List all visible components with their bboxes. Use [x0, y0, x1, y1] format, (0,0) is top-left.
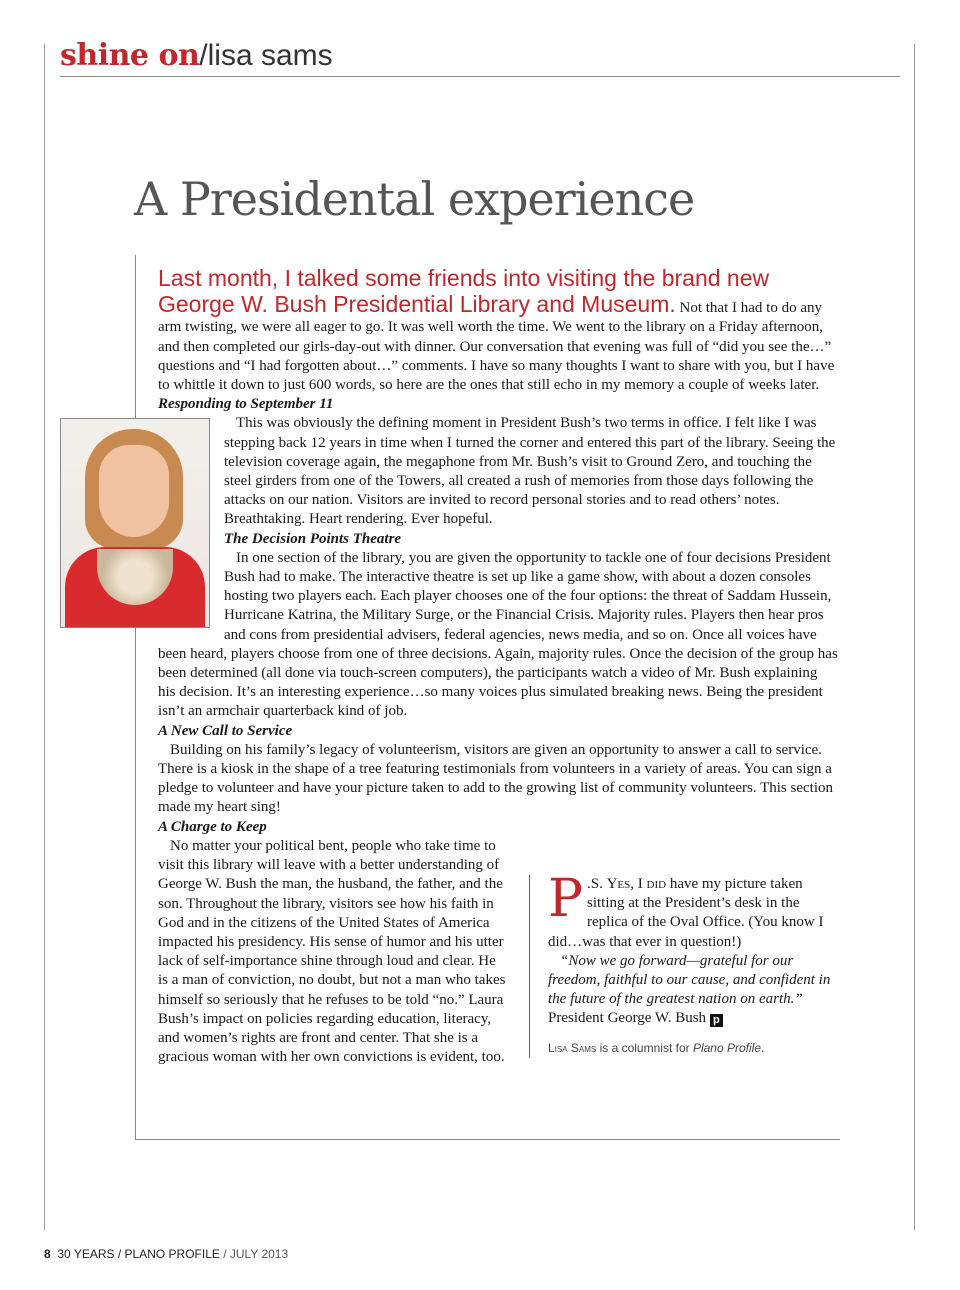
section-text: This was obviously the defining moment in President Bush’s two terms in office. I felt like I was stepping back 12 years in time when I turned the corner and entered this part of the library. Seeing the television coverage again, the megaphone from Mr. Bush’s visit to Ground Zero, and touching the steel girders from one of the Towers, all created a rush of memories from those days following the attacks on our nation. Visitors are invited to record personal stories and to read others’ notes. Breathtaking. Heart rendering. Ever hopeful.	[224, 415, 836, 528]
page-footer	[44, 1247, 288, 1261]
quote-attribution	[548, 1009, 838, 1028]
section-text: No matter your political bent, people who take time to visit this library will leave with a better understanding of George W. Bush the man, the husband, the father, and the son. Throughout the library, visitors see how his faith in God and in the citizens of the United States of America impacted his presidency. His sense of humor and his utter lack of self-importance shine through loud and clear. He is a man of conviction, no doubt, but not a man who takes himself so seriously that he refuses to be told “no.” Laura Bush’s impact on policies regarding education, literacy, and women’s rights are front and center. That she is a gracious woman with her own convictions is evident, too.	[158, 837, 506, 1066]
article-body	[158, 266, 838, 1067]
bio-publication: Plano Profile	[692, 1040, 761, 1055]
page-number: 8	[44, 1247, 51, 1261]
masthead-rule	[60, 76, 900, 77]
masthead-author: lisa sams	[207, 39, 333, 72]
footer-title: 30 YEARS / PLANO PROFILE	[57, 1247, 220, 1261]
section-name: shine on	[60, 38, 200, 73]
masthead	[60, 38, 900, 78]
end-mark-icon: p	[710, 1014, 723, 1027]
section-heading: A Charge to Keep	[158, 818, 267, 835]
postscript	[548, 868, 838, 952]
intro-paragraph	[158, 266, 838, 395]
attribution-text: President George W. Bush	[548, 1010, 707, 1027]
bio-end: .	[761, 1040, 765, 1055]
section-text: In one section of the library, you are given the opportunity to tackle one of four decisions President Bush had to make. The interactive theatre is set up like a game show, with about a dozen consoles hosting two players each. Each player chooses one of the four options: the threat of Saddam Hussein, Hurricane Katrina, the Military Surge, or the Financial Crisis. Majority rules. Players then hear pros and cons from presidential advisers, federal agencies, news media, and so on. Once all voices have been heard, players choose from one of three decisions. Again, majority rules. Once the decision of the group has been determined (all done via touch-screen computers), the participants watch a video of Mr. Bush explaining his decision. It’s an interesting experience…so many voices plus simulated breaking news. Being the president isn’t an armchair quarterback kind of job.	[158, 549, 838, 720]
bio-name: Lisa Sams	[548, 1040, 597, 1055]
bush-quote: “Now we go forward—grateful for our freedom, faithful to our cause, and confident in the future of the greatest nation on earth.”	[548, 952, 831, 1008]
postscript-column	[529, 868, 838, 1058]
section-text: Building on his family’s legacy of volunteerism, visitors are given an opportunity to answer a call to service. There is a kiosk in the shape of a tree featuring testimonials from volunteers in a variety of areas. You can sign a pledge to volunteer and have your picture taken to add to the growing list of community volunteers. This section made my heart sing!	[158, 741, 833, 816]
headline: A Presidental experience	[134, 172, 695, 226]
photo-face	[99, 445, 169, 537]
intro-text: Not that I had to do any arm twisting, we were all eager to go. It was well worth the time. We went to the library on a Friday afternoon, and then completed our girls-day-out with dinner. Our conversation that evening was full of “did you see the…” questions and “I had forgotten about…” comments. I have so many thoughts I want to share with you, but I have to whittle it down to just 600 words, so here are the ones that still echo in my memory a couple of weeks later.	[158, 300, 835, 394]
article-vertical-rule	[135, 255, 136, 1140]
section-heading: A New Call to Service	[158, 722, 293, 739]
lead-text: Last month, I talked some friends into visiting the brand new George W. Bush Presidential Library and Museum.	[158, 265, 770, 318]
bio-text: is a columnist for	[596, 1040, 693, 1055]
ps-lead-a: .S.	[587, 875, 607, 892]
ps-text: have my picture taken sitting at the President’s desk in the replica of the Oval Office. (You know I did…was that ever in question!)	[548, 875, 824, 950]
article-bottom-rule	[135, 1139, 840, 1140]
page-right-rule	[914, 44, 915, 1230]
author-bio	[548, 1039, 838, 1058]
section-heading: The Decision Points Theatre	[224, 530, 402, 547]
masthead-separator: /	[199, 39, 208, 72]
author-photo	[60, 418, 210, 628]
page-left-rule	[44, 44, 45, 1230]
section-heading: Responding to September 11	[158, 396, 334, 413]
footer-date: / JULY 2013	[219, 1247, 289, 1261]
dropcap: P	[548, 868, 583, 929]
ps-lead-b: Yes, I did	[606, 875, 667, 892]
